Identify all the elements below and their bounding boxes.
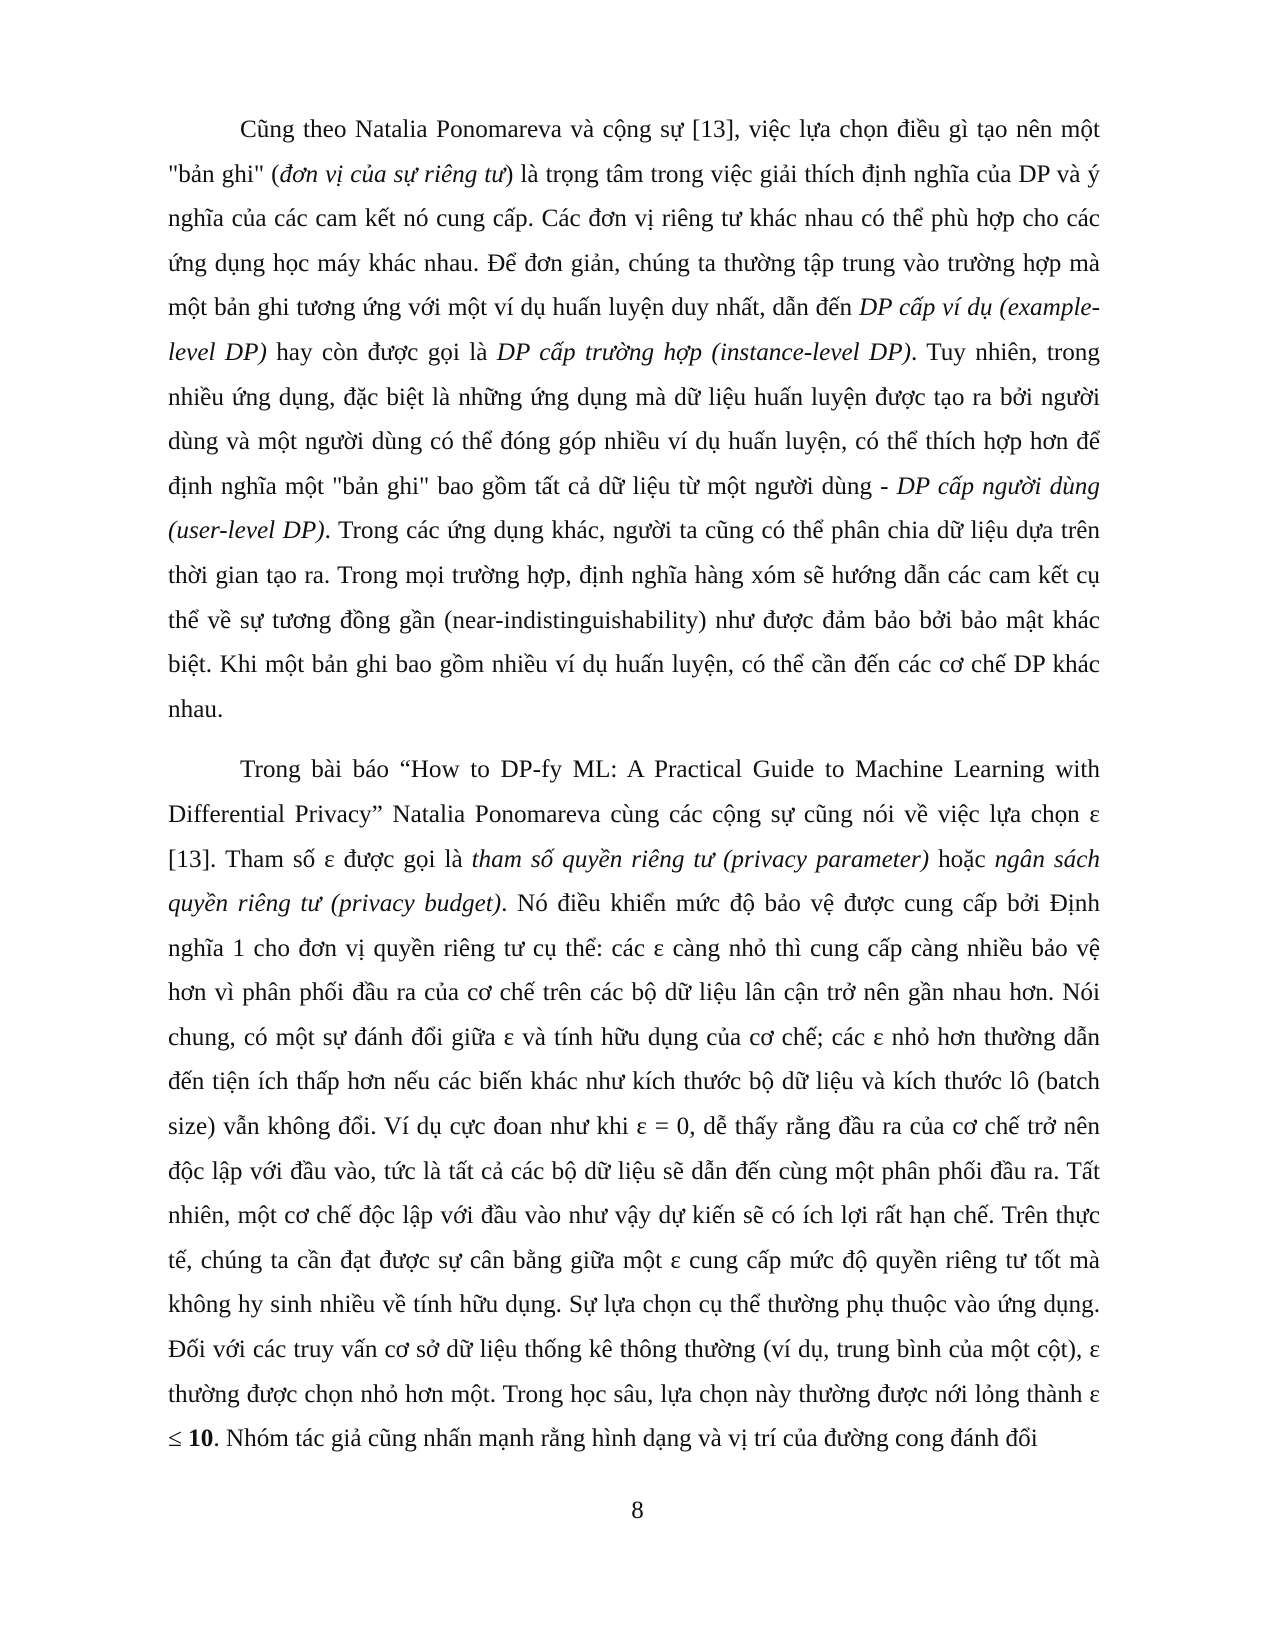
text-run: ) là trọng tâm trong việc giải thích định nghĩa của DP và ý nghĩa của các cam kết nó cung cấp. Các đơn vị riêng tư khác nhau có thể phù hợp cho các ứng dụng học máy khác nhau. Để đơn giản, chúng ta thường tập trung vào trường hợp mà một bản ghi tương ứng với một ví dụ huấn luyện duy nhất, dẫn đến xyxy=(168,160,1100,322)
italic-term: DP cấp ví dụ (example-level DP) xyxy=(168,294,1101,366)
text-run: Cũng theo Natalia Ponomareva và cộng sự [13], việc lựa chọn điều gì tạo nên một "bản ghi" ( xyxy=(168,116,1100,188)
text-run: Trong bài báo “How to DP-fy ML: A Practical Guide to Machine Learning with Differential Privacy” Natalia Ponomareva cùng các cộng sự cũng nói về việc lựa chọn ε [13]. Tham số ε được gọi là xyxy=(168,756,1100,873)
page-number: 8 xyxy=(631,1497,644,1524)
paragraph-choosing-epsilon xyxy=(168,748,1100,1462)
text-run: . Trong các ứng dụng khác, người ta cũng có thể phân chia dữ liệu dựa trên thời gian tạo ra. Trong mọi trường hợp, định nghĩa hàng xóm sẽ hướng dẫn các cam kết cụ thể về sự tương đồng gần (near-indistinguishability) như được đảm bảo bởi bảo mật khác biệt. Khi một bản ghi bao gồm nhiều ví dụ huấn luyện, có thể cần đến các cơ chế DP khác nhau. xyxy=(168,517,1100,723)
document-page-body xyxy=(168,108,1100,1462)
text-run: . Nhóm tác giả cũng nhấn mạnh rằng hình dạng và vị trí của đường cong đánh đổi xyxy=(213,1425,1038,1453)
italic-term: ngân sách quyền riêng tư (privacy budget) xyxy=(168,845,1101,918)
italic-term: tham số quyền riêng tư (privacy parameter) xyxy=(471,845,930,873)
italic-term: DP cấp trường hợp (instance-level DP) xyxy=(496,338,911,366)
bold-number: 10 xyxy=(188,1425,214,1453)
text-run: hoặc xyxy=(929,845,995,873)
paragraph-unit-of-privacy xyxy=(168,108,1100,732)
text-run: . Nó điều khiển mức độ bảo vệ được cung cấp bởi Định nghĩa 1 cho đơn vị quyền riêng tư cụ thể: các ε càng nhỏ thì cung cấp càng nhiều bảo vệ hơn vì phân phối đầu ra của cơ chế trên các bộ dữ liệu lân cận trở nên gần nhau hơn. Nói chung, có một sự đánh đổi giữa ε và tính hữu dụng của cơ chế; các ε nhỏ hơn thường dẫn đến tiện ích thấp hơn nếu các biến khác như kích thước bộ dữ liệu và kích thước lô (batch size) vẫn không đổi. Ví dụ cực đoan như khi ε = 0, dễ thấy rằng đầu ra của cơ chế trở nên độc lập với đầu vào, tức là tất cả các bộ dữ liệu sẽ dẫn đến cùng một phân phối đầu ra. Tất nhiên, một cơ chế độc lập với đầu vào như vậy dự kiến sẽ có ích lợi rất hạn chế. Trên thực tế, chúng ta cần đạt được sự cân bằng giữa một ε cung cấp mức độ quyền riêng tư tốt mà không hy sinh nhiều về tính hữu dụng. Sự lựa chọn cụ thể thường phụ thuộc vào ứng dụng. Đối với các truy vấn cơ sở dữ liệu thống kê thông thường (ví dụ, trung bình của một cột), ε thường được chọn nhỏ hơn một. Trong học sâu, lựa chọn này thường được nới lỏng thành ε ≤ xyxy=(168,890,1100,1453)
text-run: hay còn được gọi là xyxy=(266,338,497,366)
italic-term: đơn vị của sự riêng tư xyxy=(279,160,506,188)
italic-term: DP cấp người dùng (user-level DP) xyxy=(168,472,1100,545)
text-run: . Tuy nhiên, trong nhiều ứng dụng, đặc biệt là những ứng dụng mà dữ liệu huấn luyện được tạo ra bởi người dùng và một người dùng có thể đóng góp nhiều ví dụ huấn luyện, có thể thích hợp hơn để định nghĩa một "bản ghi" bao gồm tất cả dữ liệu từ một người dùng - xyxy=(168,338,1100,500)
